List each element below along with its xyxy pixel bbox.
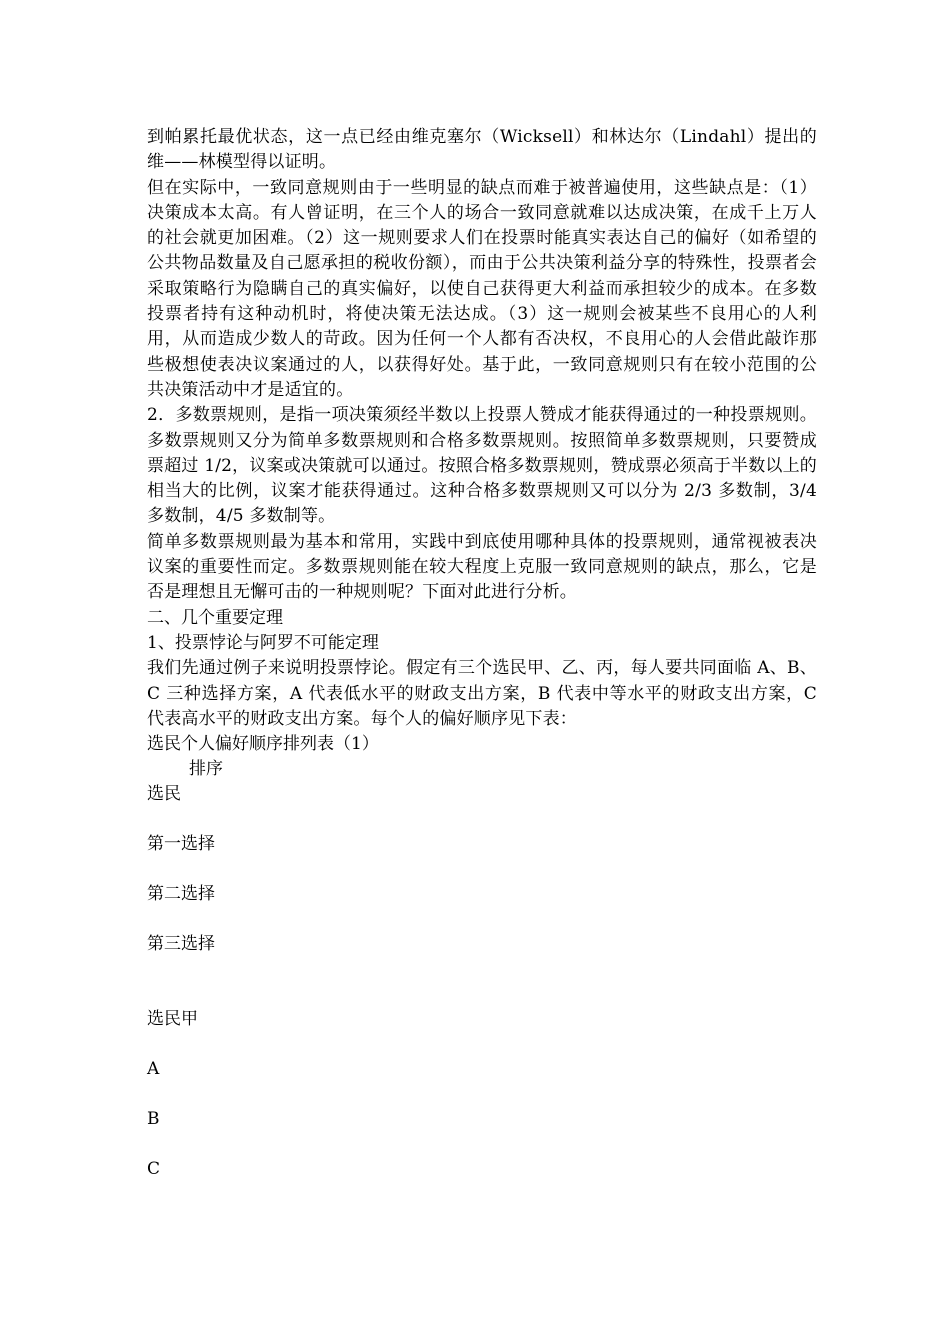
table-corner-rank: 排序 (189, 759, 223, 780)
document-page (147, 125, 817, 1182)
paragraph-voting-paradox-intro: 我们先通过例子来说明投票悖论。假定有三个选民甲、乙、丙，每人要共同面临 A、B、C 三种选择方案，A 代表低水平的财政支出方案，B 代表中等水平的财政支出方案，C 代表高水平的财政支出方案。每个人的偏好顺序见下表： (147, 658, 817, 729)
table-caption: 选民个人偏好顺序排列表（1） (147, 734, 379, 755)
paragraph-unanimity-drawbacks: 但在实际中，一致同意规则由于一些明显的缺点而难于被普遍使用，这些缺点是：（1）决策成本太高。有人曾证明，在三个人的场合一致同意就难以达成决策，在成千上万人的社会就更加困难。（2）这一规则要求人们在投票时能真实表达自己的偏好（如希望的公共物品数量及自己愿承担的税收份额），而由于公共决策利益分享的特殊性，投票者会采取策略行为隐瞒自己的真实偏好，以使自己获得更大利益而承担较少的成本。在多数投票者持有这种动机时，将使决策无法达成。（3）这一规则会被某些不良用心的人利用，从而造成少数人的苛政。因为任何一个人都有否决权，不良用心的人会借此敲诈那些极想使表决议案通过的人，以获得好处。基于此，一致同意规则只有在较小范围的公共决策活动中才是适宜的。 (147, 177, 817, 400)
paragraph-pareto: 到帕累托最优状态，这一点已经由维克塞尔（Wicksell）和林达尔（Lindahl）提出的维——林模型得以证明。 (147, 127, 817, 173)
table-header-first: 第一选择 (147, 834, 215, 855)
paragraph-simple-majority: 简单多数票规则最为基本和常用，实践中到底使用哪种具体的投票规则，通常视被表决议案的重要性而定。多数票规则能在较大程度上克服一致同意规则的缺点，那么，它是否是理想且无懈可击的一种规则呢？下面对此进行分析。 (147, 531, 817, 603)
preference-table (147, 732, 817, 1182)
paragraph-majority-rule: 2．多数票规则，是指一项决策须经半数以上投票人赞成才能获得通过的一种投票规则。多数票规则又分为简单多数票规则和合格多数票规则。按照简单多数票规则，只要赞成票超过 1/2，议案或决策就可以通过。按照合格多数票规则，赞成票必须高于半数以上的相当大的比例，议案才能获得通过。这种合格多数票规则又可以分为 2/3 多数制，3/4 多数制，4/5 多数制等。 (147, 405, 817, 527)
table-header-third: 第三选择 (147, 934, 215, 955)
table-cell-third: C (147, 1159, 161, 1180)
section-heading: 二、几个重要定理 (147, 607, 283, 628)
table-row-voter: 选民甲 (147, 1009, 198, 1030)
table-cell-second: B (147, 1109, 160, 1130)
table-header-second: 第二选择 (147, 884, 215, 905)
subsection-heading: 1、投票悖论与阿罗不可能定理 (147, 632, 379, 653)
table-corner-voter: 选民 (147, 784, 181, 805)
table-cell-first: A (147, 1059, 160, 1080)
